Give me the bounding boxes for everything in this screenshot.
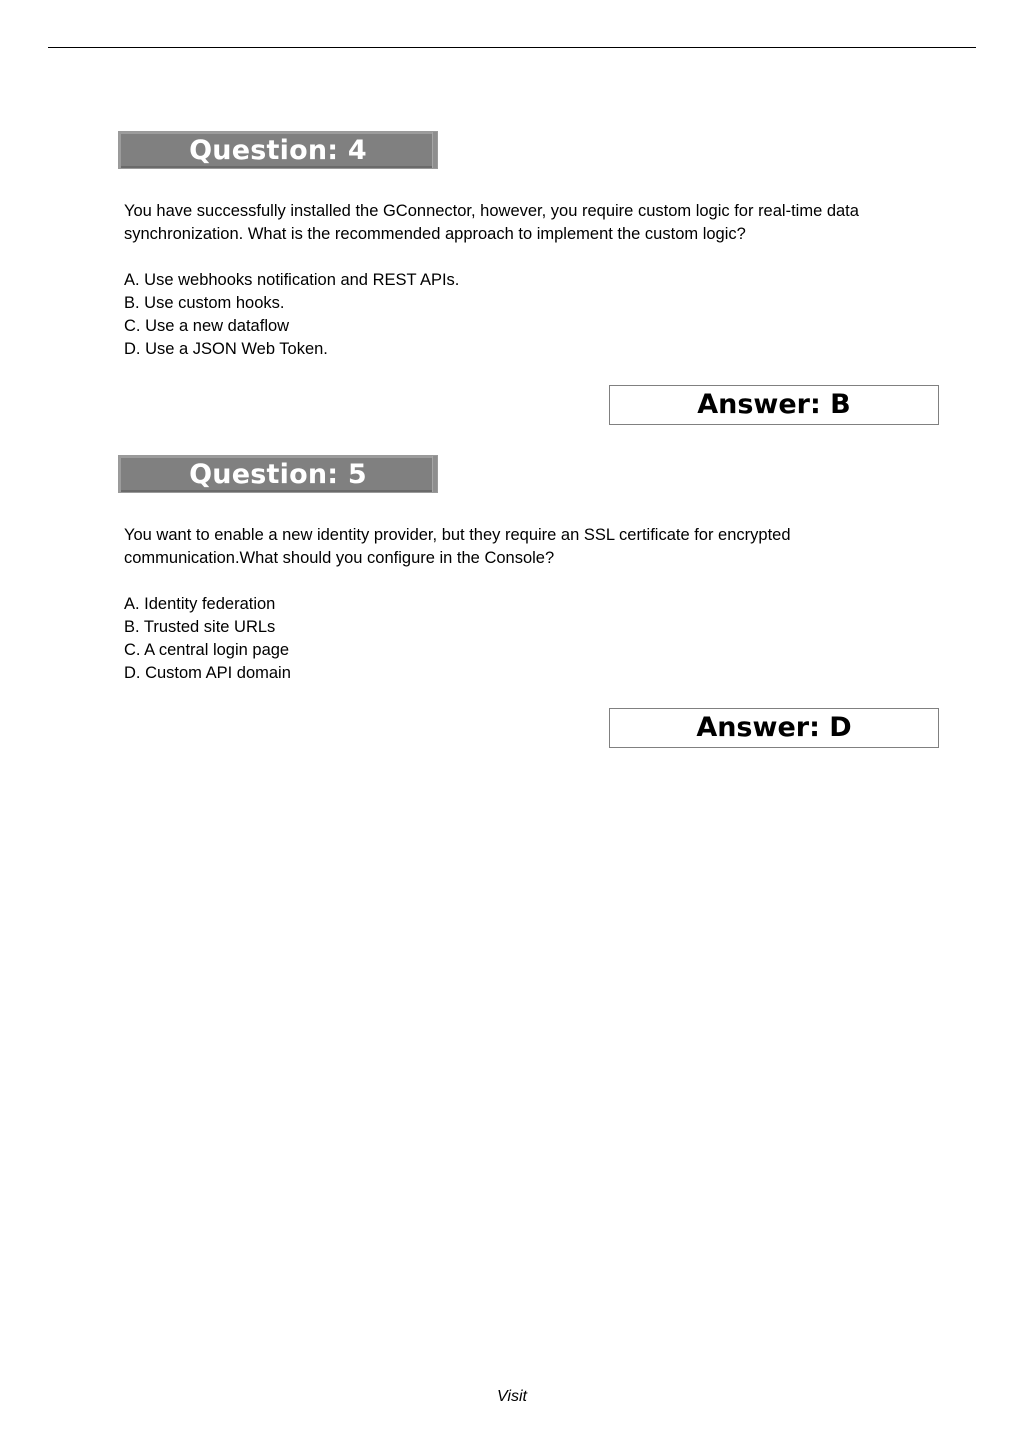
option-b: B. Use custom hooks. <box>124 294 285 312</box>
question-5-header <box>118 455 438 493</box>
option-a: A. Identity federation <box>124 595 276 613</box>
question-title: Question: 5 <box>189 459 367 490</box>
option-a: A. Use webhooks notification and REST APIs. <box>124 271 460 289</box>
option-d: D. Use a JSON Web Token. <box>124 340 328 358</box>
option-c: C. A central login page <box>124 641 290 659</box>
answer-text: Answer: D <box>696 712 852 743</box>
footer-visit-text: Visit <box>497 1388 527 1405</box>
answer-box-5 <box>609 708 939 748</box>
question-text: You want to enable a new identity provider, but they require an SSL certificate for encrypted communication.What should you configure in the Console? <box>124 526 791 567</box>
option-d: D. Custom API domain <box>124 664 291 682</box>
option-b: B. Trusted site URLs <box>124 618 276 636</box>
question-4-header <box>118 131 438 169</box>
question-title: Question: 4 <box>189 135 367 166</box>
option-list <box>124 269 944 361</box>
header-edge <box>432 456 437 492</box>
question-5-body <box>124 524 944 685</box>
question-text: You have successfully installed the GConnector, however, you require custom logic for real-time data synchronization. What is the recommended approach to implement the custom logic? <box>124 202 859 243</box>
answer-box-4 <box>609 385 939 425</box>
option-c: C. Use a new dataflow <box>124 317 290 335</box>
option-list <box>124 593 944 685</box>
question-4-body <box>124 200 944 361</box>
header-edge <box>432 132 437 168</box>
top-divider <box>48 47 976 48</box>
answer-text: Answer: B <box>697 389 851 420</box>
